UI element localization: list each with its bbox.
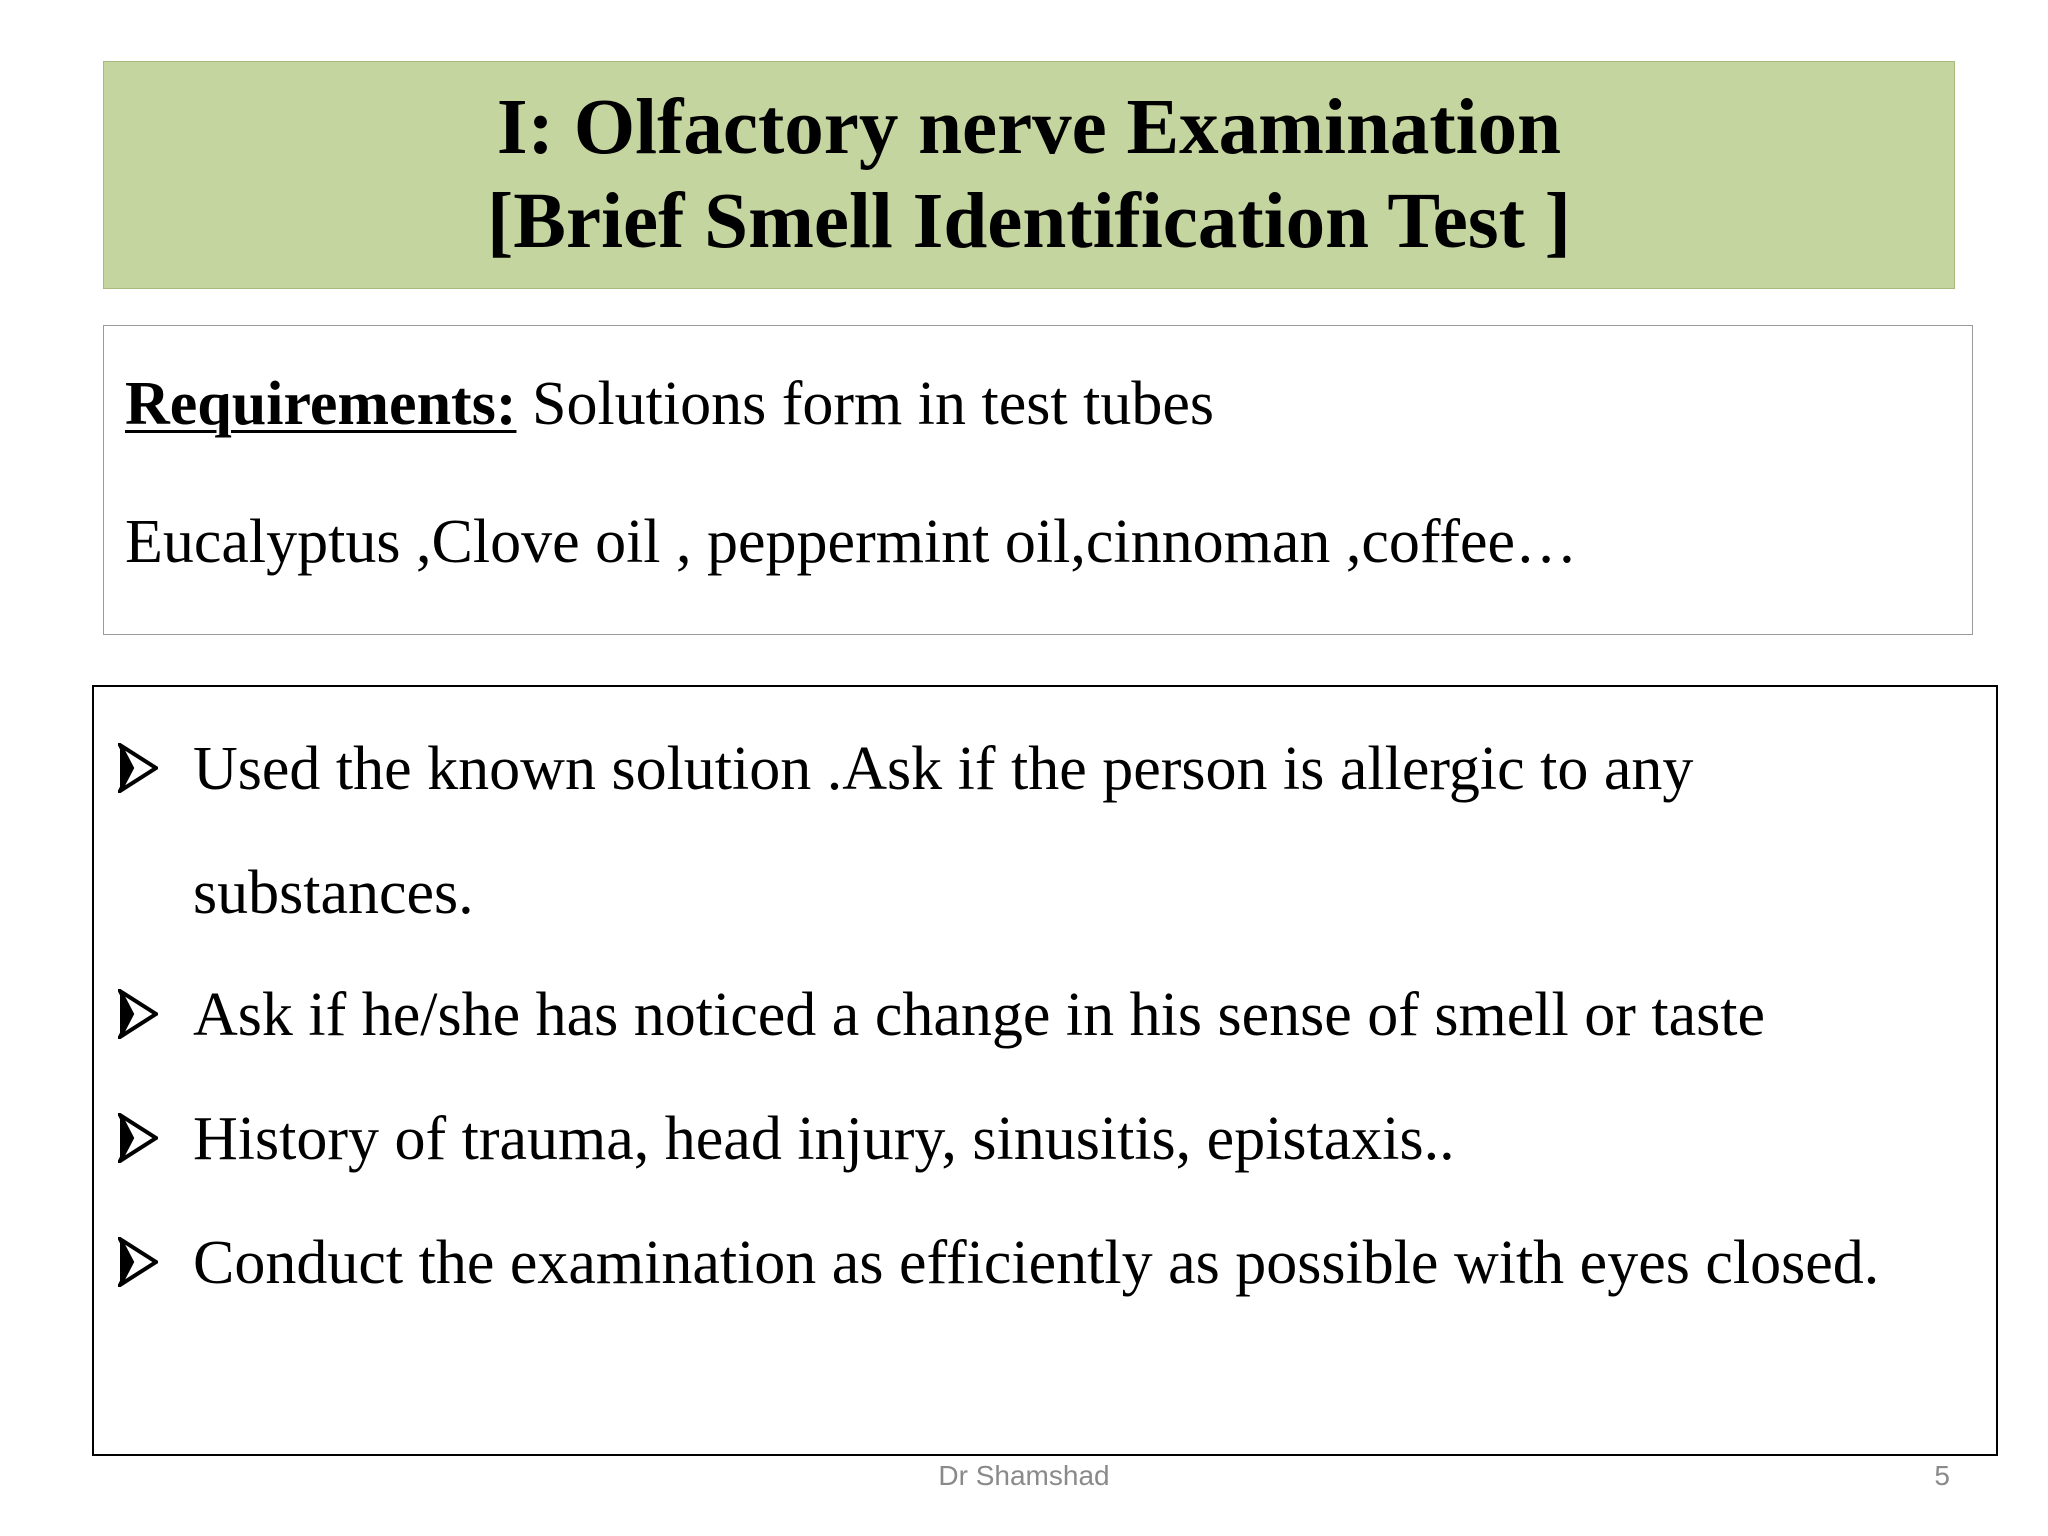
footer-author: Dr Shamshad bbox=[938, 1460, 1110, 1491]
arrowhead-bullet-icon bbox=[118, 1237, 158, 1287]
arrowhead-bullet-icon bbox=[118, 743, 158, 793]
step-text: Conduct the examination as efficiently as possible with eyes closed. bbox=[193, 1229, 1880, 1297]
title-banner bbox=[103, 61, 1955, 289]
requirements-label: Requirements: bbox=[125, 370, 517, 438]
slide-title-line-1: I: Olfactory nerve Examination bbox=[496, 84, 1562, 171]
arrowhead-bullet-icon bbox=[118, 1113, 158, 1163]
step-text: History of trauma, head injury, sinusitis, epistaxis.. bbox=[193, 1105, 1455, 1173]
requirements-items: Eucalyptus ,Clove oil , peppermint oil,cinnoman ,coffee… bbox=[125, 508, 1578, 576]
requirements-line bbox=[125, 366, 1214, 442]
slide-title-line-2: [Brief Smell Identification Test ] bbox=[487, 178, 1571, 265]
slide-number: 5 bbox=[1934, 1460, 1950, 1491]
arrowhead-bullet-icon bbox=[118, 989, 158, 1039]
steps-box bbox=[92, 685, 1998, 1456]
requirements-text: Solutions form in test tubes bbox=[516, 370, 1214, 438]
step-text: Used the known solution .Ask if the person is allergic to any substances. bbox=[193, 735, 1694, 927]
requirements-box bbox=[103, 325, 1973, 635]
step-text: Ask if he/she has noticed a change in his sense of smell or taste bbox=[193, 981, 1765, 1049]
